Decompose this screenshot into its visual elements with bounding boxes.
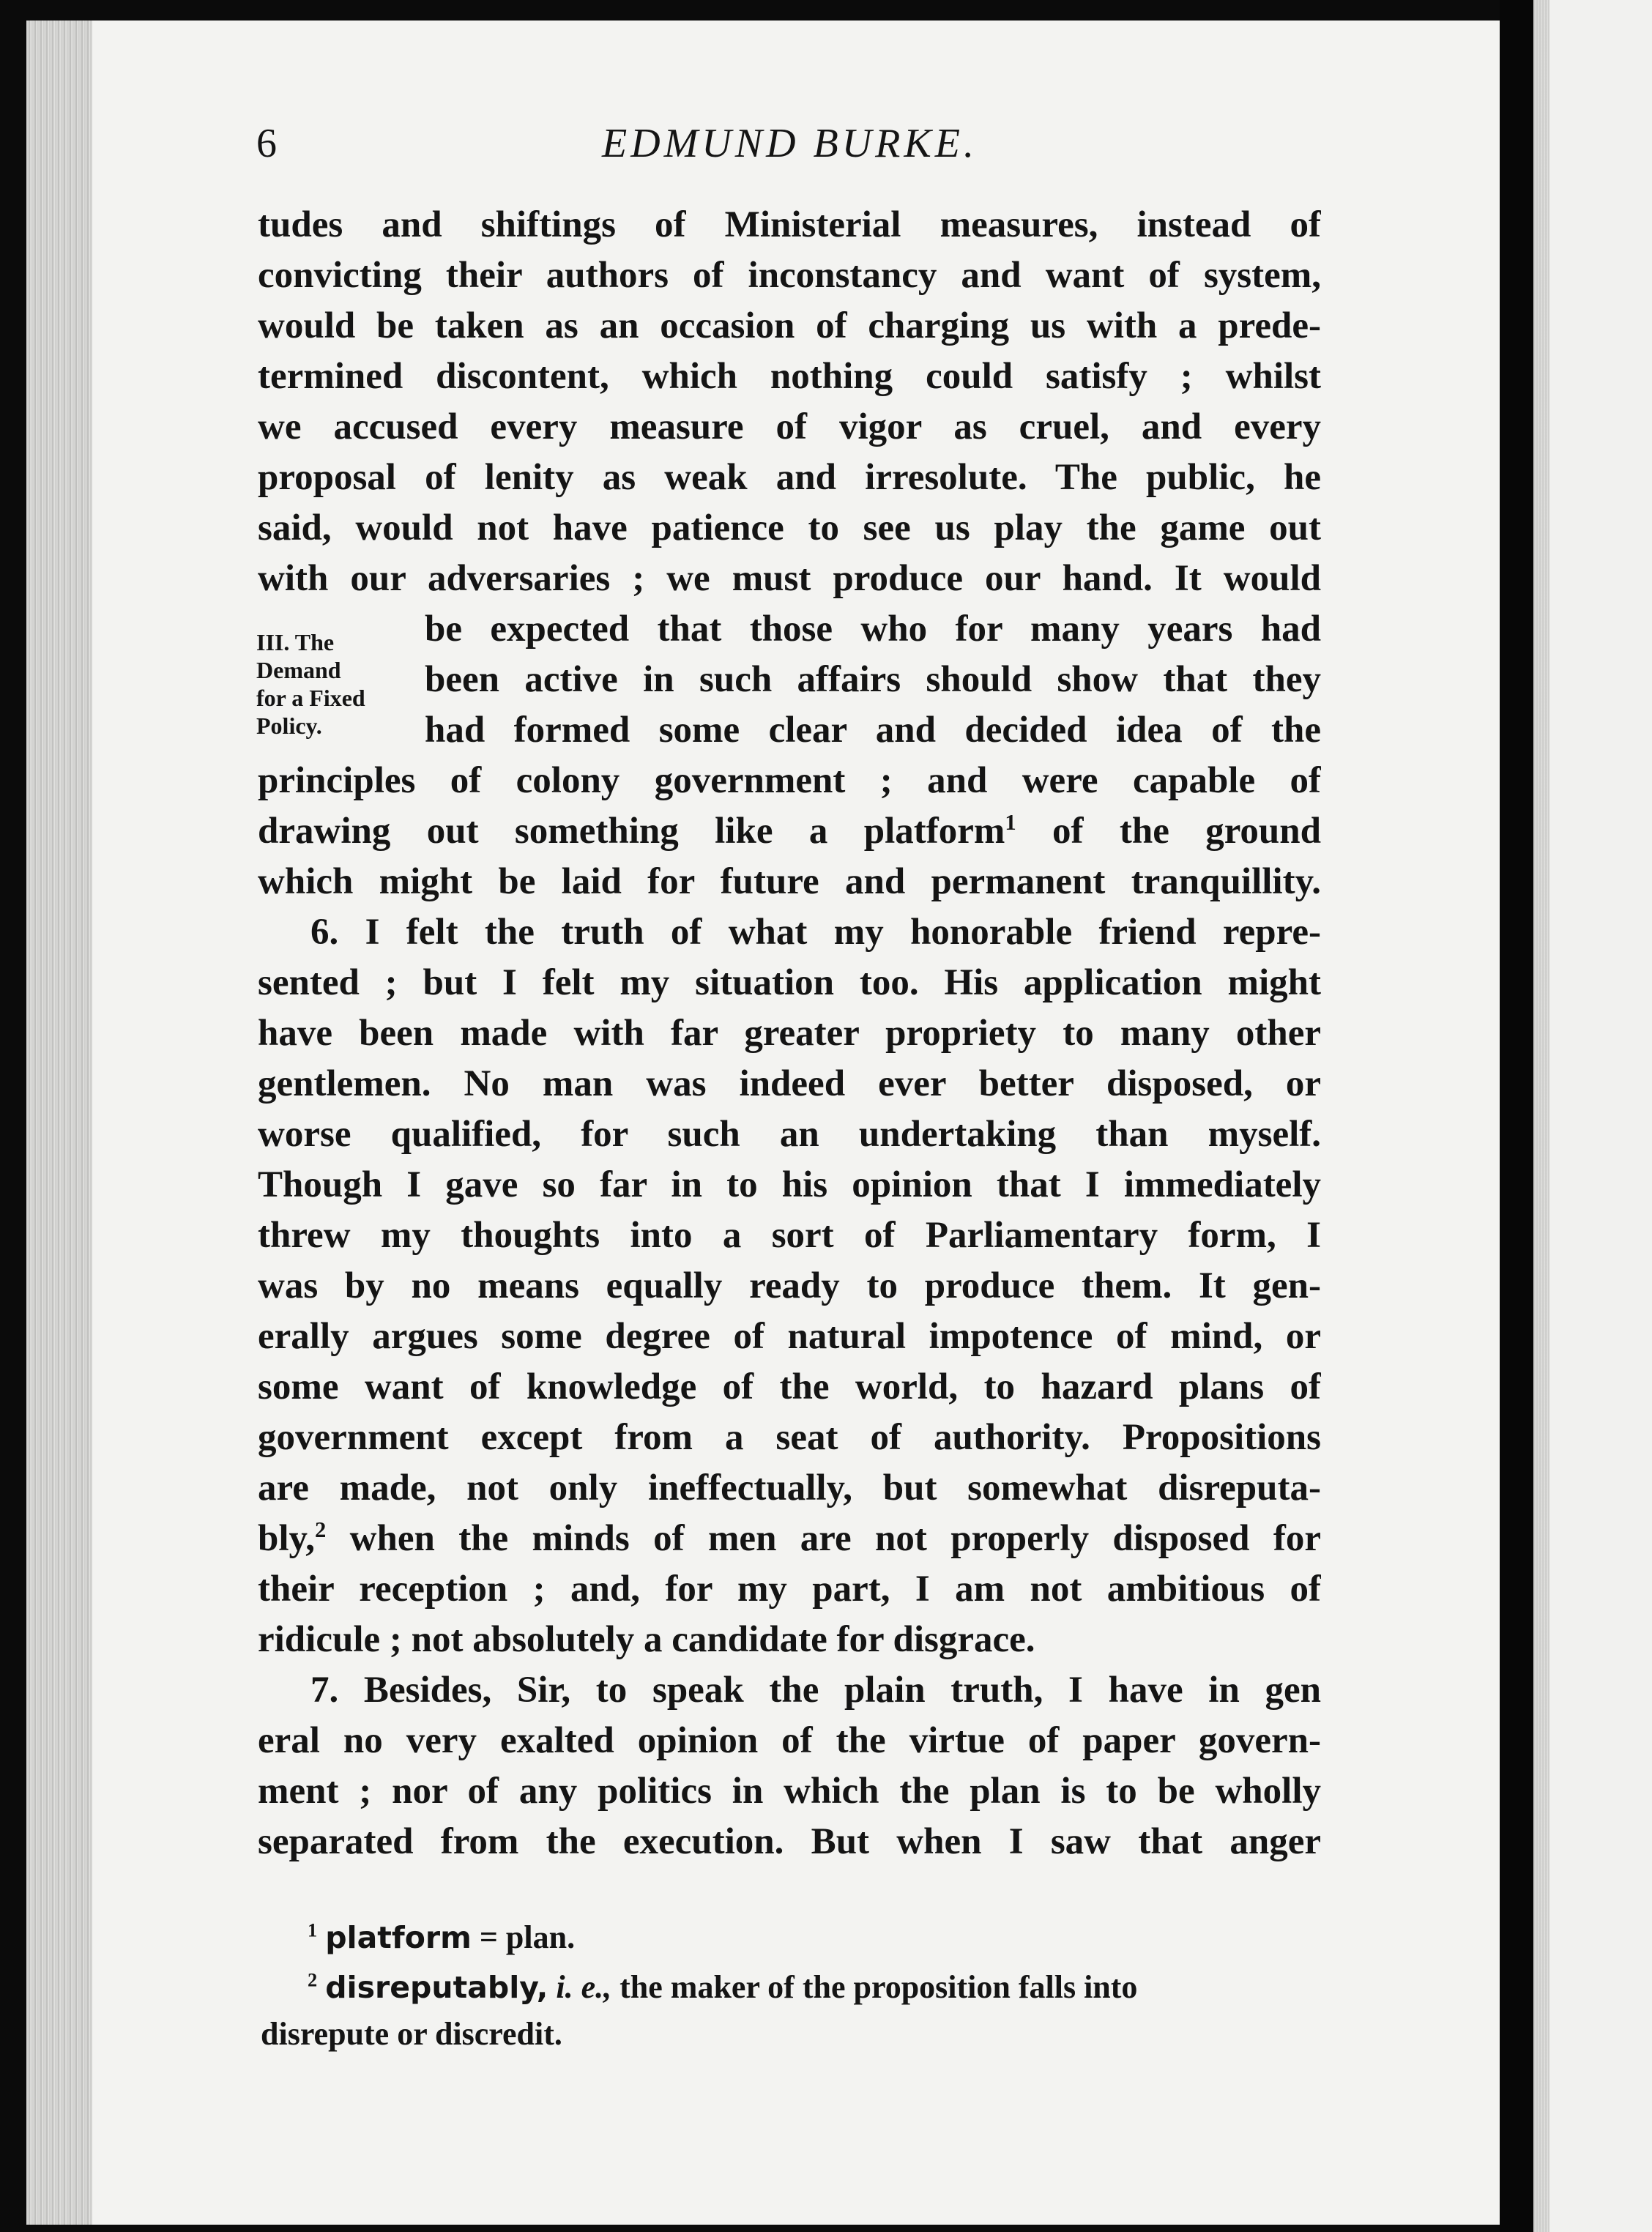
side-note-line: III. The xyxy=(256,629,335,655)
footnote-text: the maker of the proposition falls into xyxy=(611,1969,1138,2005)
text-segment: drawing out something like a platform xyxy=(258,811,1005,852)
text-line: principles of colony government ; and were capable of xyxy=(258,760,1321,801)
text-line: had formed some clear and decided idea of the xyxy=(425,710,1321,751)
text-line: separated from the execution. But when I saw that anger xyxy=(258,1821,1321,1862)
text-line: tudes and shiftings of Ministerial measures, instead of xyxy=(258,204,1321,245)
text-line: eral no very exalted opinion of the virtue of paper govern- xyxy=(258,1720,1321,1761)
text-line: 7. Besides, Sir, to speak the plain truth, I have in gen xyxy=(310,1670,1321,1711)
text-line: with our adversaries ; we must produce our hand. It would xyxy=(258,558,1321,599)
text-line: been active in such affairs should show that they xyxy=(425,659,1321,700)
footnote-2 xyxy=(308,1964,1137,2011)
text-line: 6. I felt the truth of what my honorable friend repre- xyxy=(310,912,1321,953)
text-line: some want of knowledge of the world, to hazard plans of xyxy=(258,1366,1321,1407)
page-edge-stack xyxy=(26,21,92,2225)
text-line: proposal of lenity as weak and irresolute. The public, he xyxy=(258,457,1321,498)
text-line: Though I gave so far in to his opinion that I immediately xyxy=(258,1164,1321,1205)
text-line: have been made with far greater propriety to many other xyxy=(258,1013,1321,1054)
side-note-line: Demand xyxy=(256,657,341,683)
footnote-2-continuation: disrepute or discredit. xyxy=(261,2016,562,2052)
text-line: would be taken as an occasion of charging us with a prede- xyxy=(258,305,1321,346)
text-line: worse qualified, for such an undertaking than myself. xyxy=(258,1114,1321,1155)
facing-page-leaves xyxy=(1533,0,1549,2232)
text-line: ridicule ; not absolutely a candidate for disgrace. xyxy=(258,1619,1035,1660)
text-line: termined discontent, which nothing could satisfy ; whilst xyxy=(258,356,1321,397)
text-line: we accused every measure of vigor as cruel, and every xyxy=(258,406,1321,447)
text-line: sented ; but I felt my situation too. His application might xyxy=(258,962,1321,1003)
running-title: EDMUND BURKE. xyxy=(602,121,978,166)
text-segment: when the minds of men are not properly disposed for xyxy=(349,1518,1321,1559)
footnote-1 xyxy=(308,1914,575,1961)
side-note-line: for a Fixed xyxy=(256,685,365,711)
text-line: are made, not only ineffectually, but somewhat disreputa- xyxy=(258,1467,1321,1509)
footnote-abbr: i. e., xyxy=(556,1969,612,2005)
side-note-line: Policy. xyxy=(256,713,322,739)
text-line: which might be laid for future and permanent tranquillity. xyxy=(258,861,1321,902)
footnote-marker: 2 xyxy=(308,1968,318,1991)
text-segment: of the ground xyxy=(1052,811,1321,852)
footnote-marker: 1 xyxy=(308,1919,318,1941)
text-line-with-footnote-ref xyxy=(258,806,1321,857)
text-line: threw my thoughts into a sort of Parliamentary form, I xyxy=(258,1215,1321,1256)
text-line: convicting their authors of inconstancy and want of system, xyxy=(258,255,1321,296)
text-line: erally argues some degree of natural impotence of mind, or xyxy=(258,1316,1321,1357)
footnote-text: = plan. xyxy=(471,1919,576,1955)
text-line: their reception ; and, for my part, I am not ambitious of xyxy=(258,1569,1321,1610)
book-gutter xyxy=(1500,0,1533,2232)
text-line: ment ; nor of any politics in which the plan is to be wholly xyxy=(258,1771,1321,1812)
footnote-term: platform xyxy=(325,1920,472,1955)
text-line-with-footnote-ref xyxy=(258,1513,1321,1564)
text-line: said, would not have patience to see us play the game out xyxy=(258,507,1321,548)
text-line: government except from a seat of authority. Propositions xyxy=(258,1417,1321,1458)
footnote-term: disreputably, xyxy=(325,1970,548,2005)
facing-page-edge xyxy=(1533,0,1652,2232)
text-segment: bly, xyxy=(258,1518,315,1559)
page-number: 6 xyxy=(256,121,277,166)
text-line: was by no means equally ready to produce them. It gen- xyxy=(258,1265,1321,1306)
side-note xyxy=(256,628,417,740)
footnote-ref-2[interactable]: 2 xyxy=(314,1517,327,1542)
running-head xyxy=(256,117,1325,170)
text-line: be expected that those who for many years had xyxy=(425,609,1321,650)
footnote-ref-1[interactable]: 1 xyxy=(1005,810,1016,835)
text-line: gentlemen. No man was indeed ever better disposed, or xyxy=(258,1063,1321,1104)
